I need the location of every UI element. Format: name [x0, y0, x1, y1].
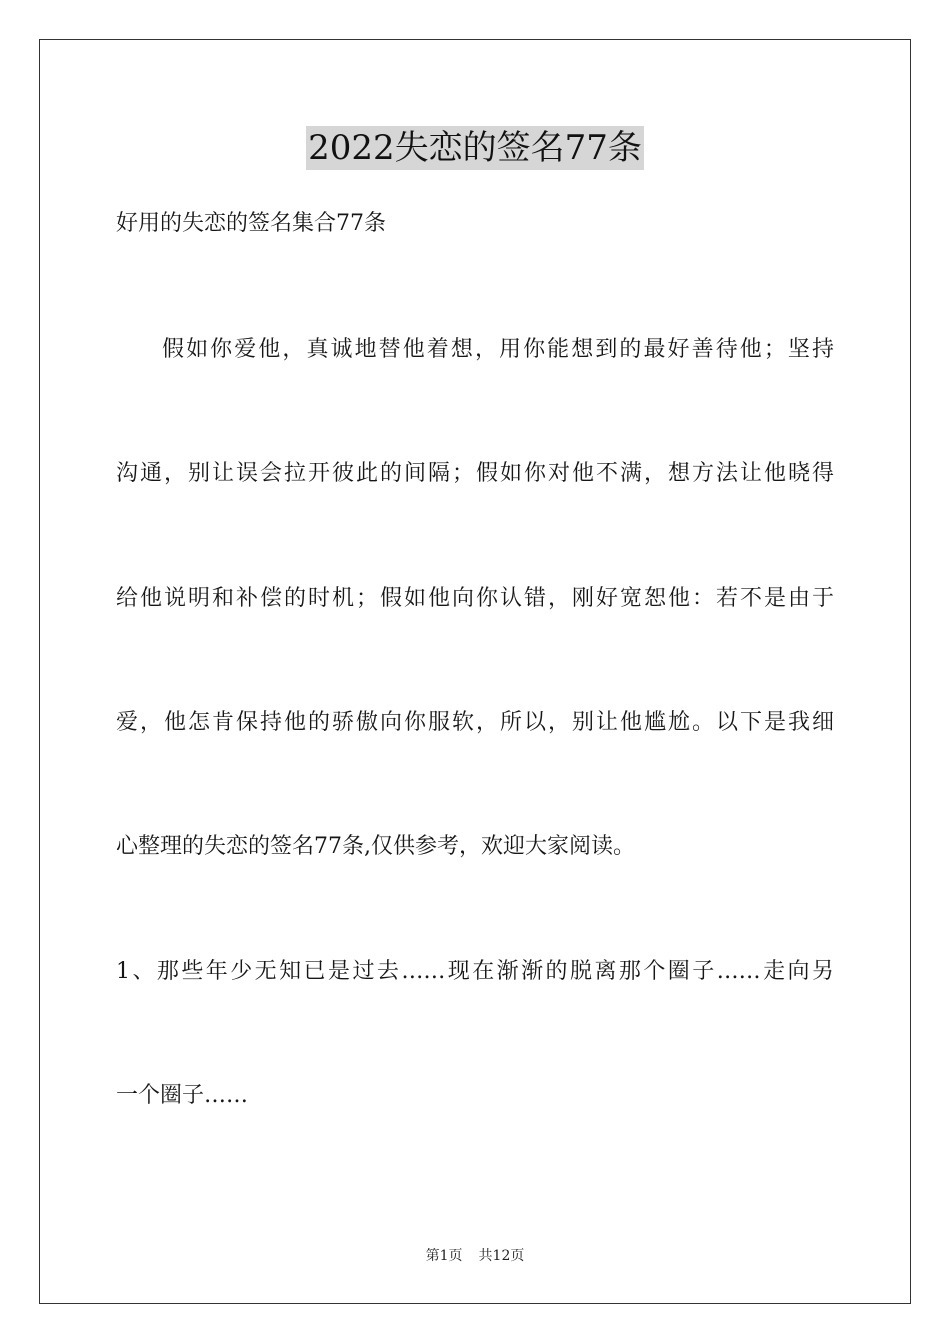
- page-number-total: 共12页: [478, 1248, 525, 1264]
- paragraph-line-1: 假如你爱他，真诚地替他着想，用你能想到的最好善待他；坚持: [162, 337, 834, 362]
- paragraph-line-3: 给他说明和补偿的时机；假如他向你认错，刚好宽恕他：若不是由于: [116, 586, 834, 611]
- page-footer: [0, 1246, 950, 1266]
- paragraph-line-5: 心整理的失恋的签名77条,仅供参考，欢迎大家阅读。: [116, 834, 635, 859]
- list-item-1-line-1: 1、那些年少无知已是过去……现在渐渐的脱离那个圈子……走向另: [116, 959, 834, 984]
- list-item-1-line-2: 一个圈子……: [116, 1083, 249, 1108]
- title-container: [0, 126, 950, 170]
- paragraph-line-4: 爱，他怎肯保持他的骄傲向你服软，所以，别让他尴尬。以下是我细: [116, 710, 834, 735]
- document-title: 2022失恋的签名77条: [308, 128, 642, 168]
- page-number-current: 第1页: [425, 1248, 463, 1264]
- document-subtitle: 好用的失恋的签名集合77条: [116, 211, 386, 236]
- paragraph-line-2: 沟通，别让误会拉开彼此的间隔；假如你对他不满，想方法让他晓得: [116, 461, 834, 486]
